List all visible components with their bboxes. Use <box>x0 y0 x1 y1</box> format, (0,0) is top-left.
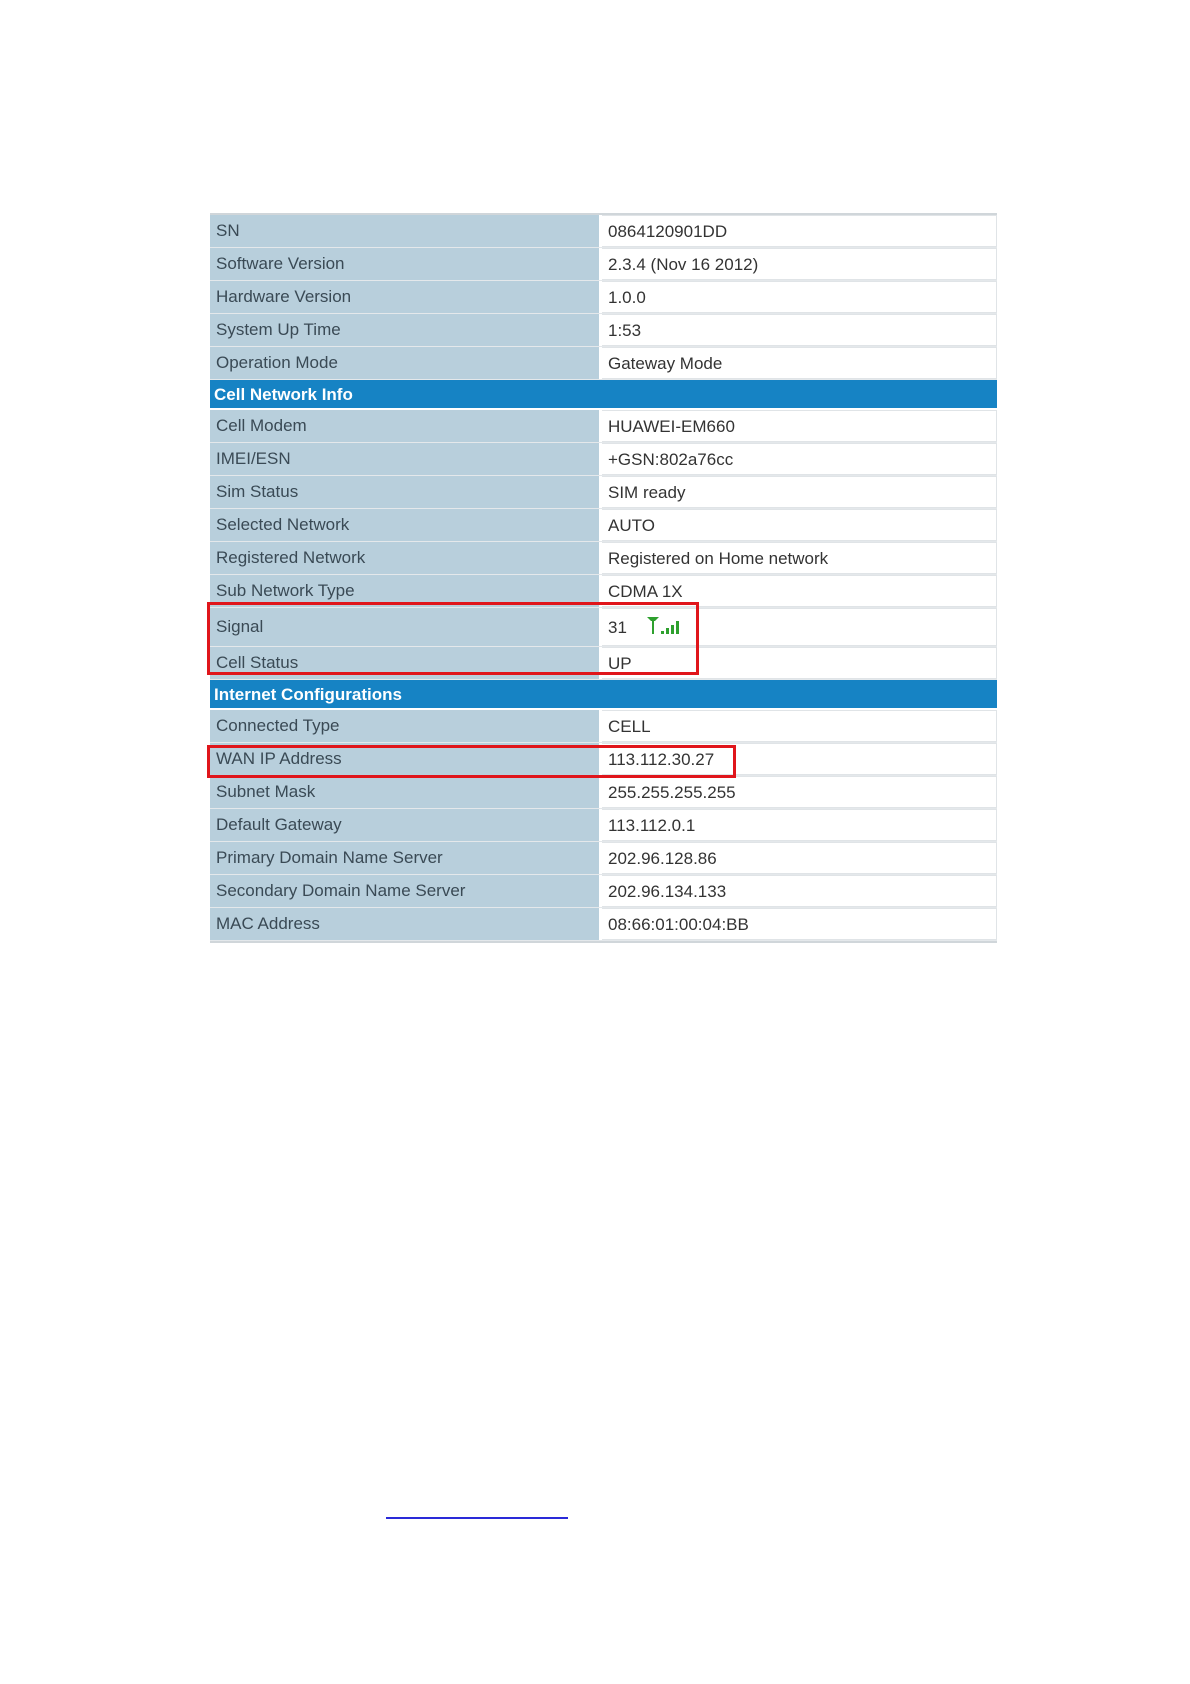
signal-strength-icon <box>645 615 685 637</box>
info-row-hardware-version <box>210 281 997 314</box>
row-label: Cell Modem <box>210 410 602 442</box>
row-value: 113.112.0.1 <box>602 809 997 841</box>
row-label: Default Gateway <box>210 809 602 841</box>
info-row-connected-type <box>210 710 997 743</box>
info-row-secondary-dns <box>210 875 997 908</box>
row-value: 255.255.255.255 <box>602 776 997 808</box>
row-value: 08:66:01:00:04:BB <box>602 908 997 940</box>
info-row-wan-ip-address <box>210 743 997 776</box>
info-row-signal <box>210 608 997 647</box>
row-label: Cell Status <box>210 647 602 679</box>
row-label: Connected Type <box>210 710 602 742</box>
row-label: IMEI/ESN <box>210 443 602 475</box>
status-table <box>210 213 997 943</box>
row-value: +GSN:802a76cc <box>602 443 997 475</box>
info-row-subnet-mask <box>210 776 997 809</box>
row-label: Signal <box>210 608 602 646</box>
info-row-mac-address <box>210 908 997 941</box>
row-label: Selected Network <box>210 509 602 541</box>
row-value: 2.3.4 (Nov 16 2012) <box>602 248 997 280</box>
info-row-system-up-time <box>210 314 997 347</box>
row-label: Hardware Version <box>210 281 602 313</box>
info-row-sub-network-type <box>210 575 997 608</box>
info-row-imei-esn <box>210 443 997 476</box>
info-row-primary-dns <box>210 842 997 875</box>
info-row-operation-mode <box>210 347 997 380</box>
row-label: MAC Address <box>210 908 602 940</box>
row-value: UP <box>602 647 997 679</box>
row-value: CDMA 1X <box>602 575 997 607</box>
row-label: Software Version <box>210 248 602 280</box>
row-label: Sub Network Type <box>210 575 602 607</box>
row-label: Registered Network <box>210 542 602 574</box>
row-label: System Up Time <box>210 314 602 346</box>
row-value: 202.96.128.86 <box>602 842 997 874</box>
row-value: Registered on Home network <box>602 542 997 574</box>
row-value: SIM ready <box>602 476 997 508</box>
row-label: WAN IP Address <box>210 743 602 775</box>
row-value: 1:53 <box>602 314 997 346</box>
row-value: 113.112.30.27 <box>602 743 997 775</box>
signal-value: 31 <box>608 618 627 637</box>
row-value <box>602 608 997 646</box>
info-row-software-version <box>210 248 997 281</box>
row-value: 202.96.134.133 <box>602 875 997 907</box>
row-label: Sim Status <box>210 476 602 508</box>
row-value: 0864120901DD <box>602 215 997 247</box>
row-label: Secondary Domain Name Server <box>210 875 602 907</box>
row-label: Operation Mode <box>210 347 602 379</box>
info-row-default-gateway <box>210 809 997 842</box>
row-value: AUTO <box>602 509 997 541</box>
row-value: HUAWEI-EM660 <box>602 410 997 442</box>
row-label: Primary Domain Name Server <box>210 842 602 874</box>
section-header-internet-configurations: Internet Configurations <box>210 680 997 710</box>
info-row-selected-network <box>210 509 997 542</box>
info-row-cell-modem <box>210 410 997 443</box>
row-value: CELL <box>602 710 997 742</box>
row-value: 1.0.0 <box>602 281 997 313</box>
info-row-sim-status <box>210 476 997 509</box>
info-row-registered-network <box>210 542 997 575</box>
row-label: SN <box>210 215 602 247</box>
info-row-sn <box>210 215 997 248</box>
row-label: Subnet Mask <box>210 776 602 808</box>
row-value: Gateway Mode <box>602 347 997 379</box>
underlined-link[interactable] <box>386 1497 568 1519</box>
info-row-cell-status <box>210 647 997 680</box>
section-header-cell-network: Cell Network Info <box>210 380 997 410</box>
